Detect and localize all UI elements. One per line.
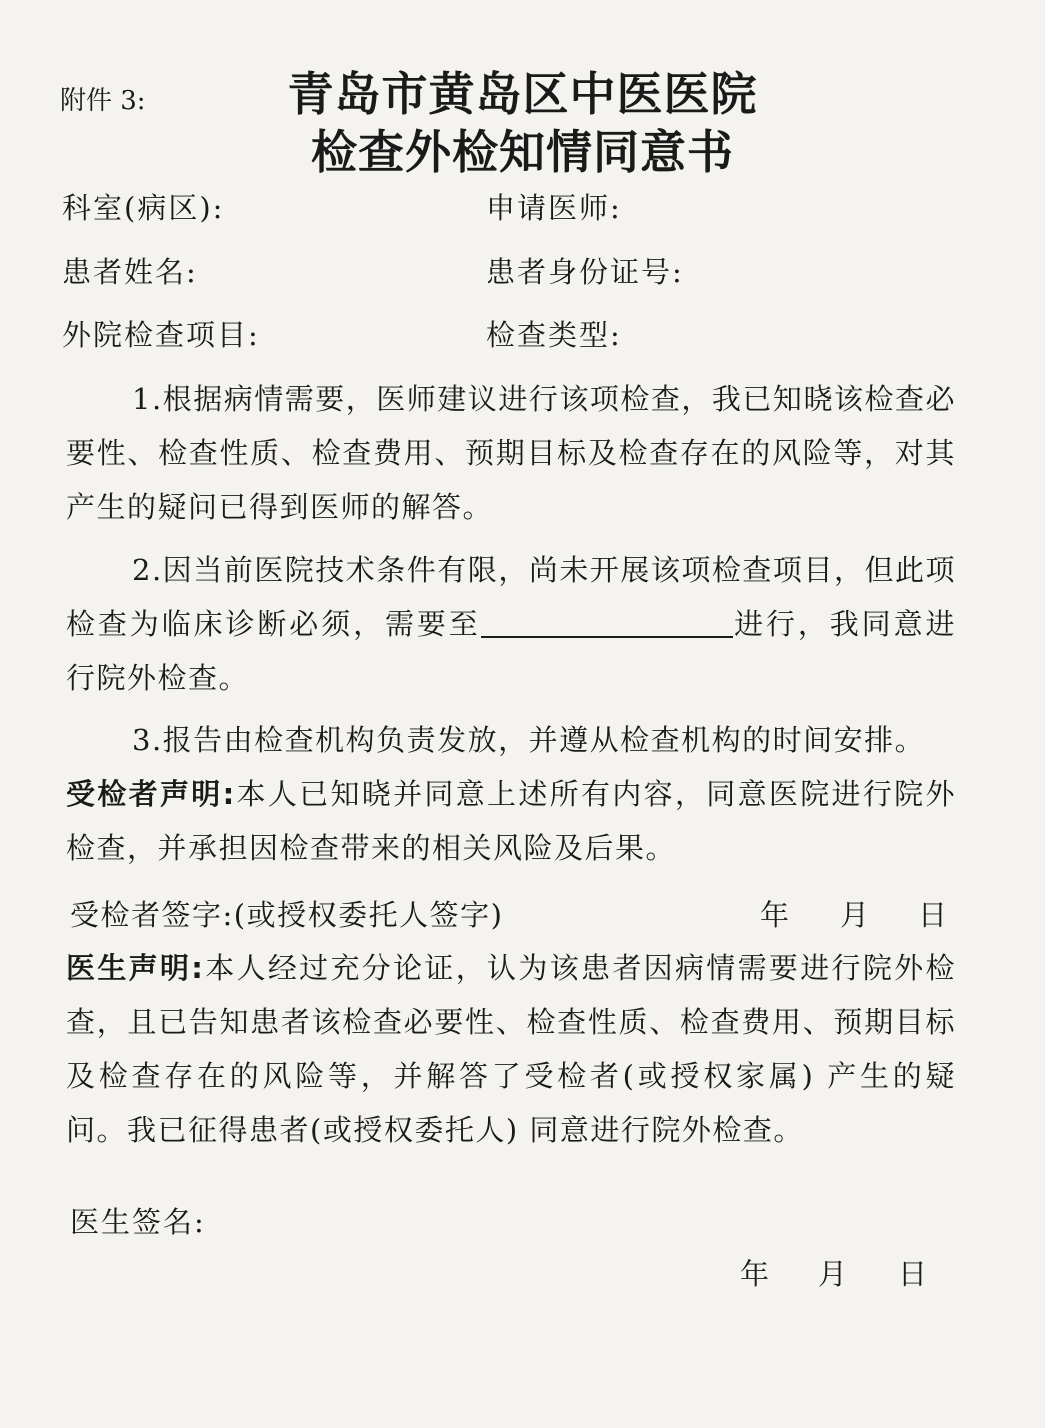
doctor-field-label: 申请医师:: [486, 191, 622, 225]
patient-name-field-label: 患者姓名:: [62, 255, 198, 289]
patient-statement-label: 受检者声明:: [66, 777, 236, 811]
clause-3: 3.报告由检查机构负责发放，并遵从检查机构的时间安排。: [132, 723, 926, 757]
department-field-label: 科室(病区):: [62, 191, 225, 225]
doctor-signature-label: 医生签名:: [70, 1205, 206, 1239]
form-title: 检查外检知情同意书: [311, 125, 734, 179]
doctor-sign-month: 月: [818, 1257, 848, 1291]
patient-sign-year: 年: [760, 898, 790, 932]
patient-statement: [66, 767, 956, 875]
doctor-statement-text: 本人经过充分论证，认为该患者因病情需要进行院外检查，且已告知患者该检查必要性、检查性质、检查费用、预期目标及检查存在的风险等，并解答了受检者(或授权家属) 产生的疑问。我已征得患者(或授权委托人) 同意进行院外检查。: [66, 951, 956, 1147]
clause-2-text-after: 进行，我同意进行院外检查。: [66, 607, 956, 695]
doctor-statement: [66, 941, 956, 1157]
attachment-label: 附件 3:: [60, 86, 146, 116]
doctor-statement-label: 医生声明:: [66, 951, 205, 985]
patient-statement-text: 本人已知晓并同意上述所有内容，同意医院进行院外检查，并承担因检查带来的相关风险及后果。: [66, 777, 956, 865]
patient-sign-day: 日: [918, 898, 948, 932]
clause-2-text-before: 2.因当前医院技术条件有限，尚未开展该项检查项目，但此项检查为临床诊断必须，需要至: [66, 553, 956, 641]
patient-signature-label: 受检者签字:(或授权委托人签字): [70, 898, 504, 932]
exam-type-field-label: 检查类型:: [486, 318, 622, 352]
doctor-sign-year: 年: [740, 1257, 770, 1291]
exam-location-blank: [481, 606, 733, 638]
doctor-sign-day: 日: [898, 1257, 928, 1291]
clause-2: [66, 543, 956, 705]
patient-id-field-label: 患者身份证号:: [486, 255, 684, 289]
exam-item-field-label: 外院检查项目:: [62, 318, 260, 352]
hospital-title: 青岛市黄岛区中医医院: [287, 67, 758, 121]
clause-1: 1.根据病情需要，医师建议进行该项检查，我已知晓该检查必要性、检查性质、检查费用、预期目标及检查存在的风险等，对其产生的疑问已得到医师的解答。: [66, 382, 956, 524]
patient-sign-month: 月: [840, 898, 870, 932]
